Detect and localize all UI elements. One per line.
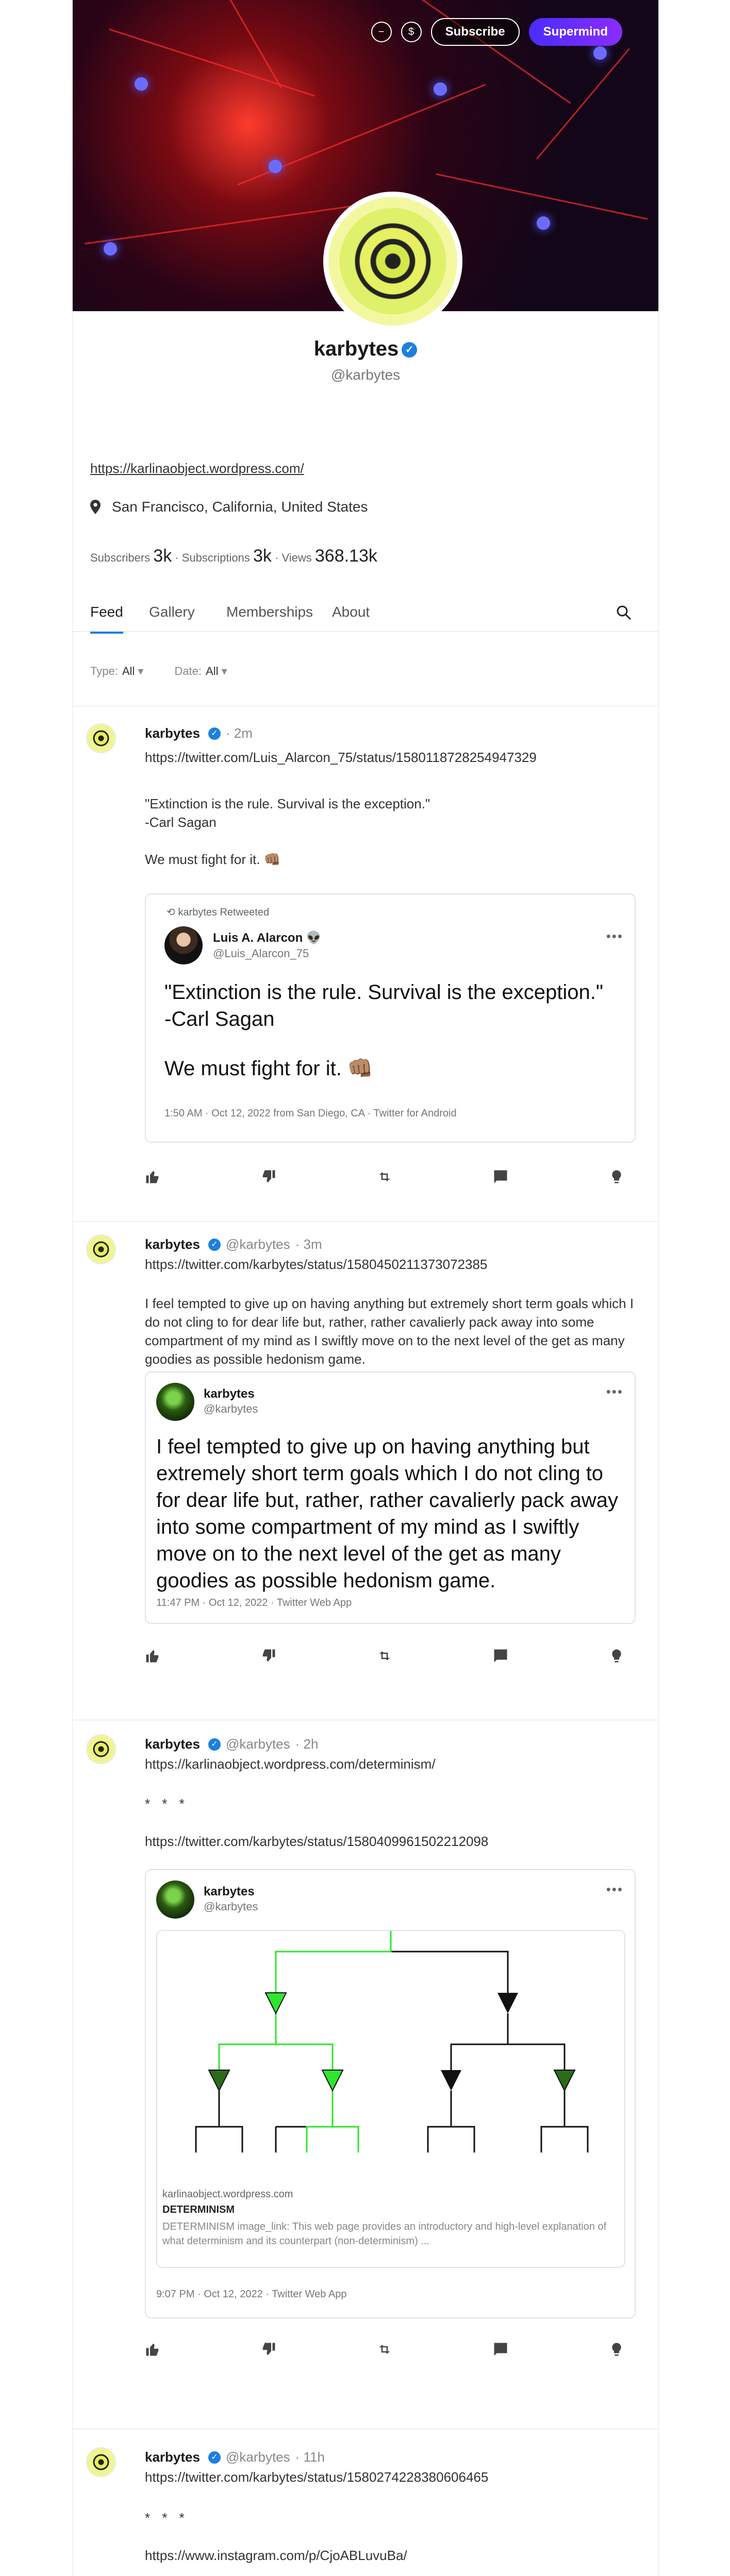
verified-badge-icon: ✓ — [208, 2451, 221, 2464]
post-text-line: -Carl Sagan — [145, 815, 217, 830]
post-time[interactable]: · 2h — [295, 1736, 319, 1752]
tweet-author-name[interactable]: Luis A. Alarcon 👽 — [213, 931, 322, 945]
comment-button[interactable] — [493, 2341, 513, 2358]
post-avatar[interactable] — [86, 1234, 116, 1264]
lightbulb-icon — [609, 1169, 624, 1184]
comment-button[interactable] — [493, 1168, 513, 1185]
comment-button[interactable] — [493, 1648, 513, 1664]
post-header — [145, 725, 253, 741]
thumbs-down-button[interactable] — [261, 2341, 281, 2358]
tweet-author-avatar[interactable] — [156, 1383, 194, 1421]
more-icon[interactable]: ••• — [606, 1882, 623, 1897]
comment-icon — [493, 2342, 508, 2357]
tweet-text-line: We must fight for it. 👊🏽 — [164, 1057, 373, 1080]
thumbs-up-button[interactable] — [145, 1168, 165, 1185]
retweet-row — [167, 906, 269, 919]
tweet-meta: 9:07 PM · Oct 12, 2022 · Twitter Web App — [156, 2289, 347, 2300]
tweet-author-handle: @Luis_Alarcon_75 — [213, 947, 309, 960]
tweet-text: I feel tempted to give up on having anything but extremely short term goals which I do not cling to for dear life but, rather, rather cavalierly pack away into some compartment of my mind as I swiftly move on to the next level of the get as many goodies as possible hedonism game. — [156, 1435, 618, 1592]
channel-handle: @karbytes — [330, 367, 401, 383]
post-actions — [145, 1168, 629, 1185]
boost-button[interactable] — [609, 1648, 629, 1664]
comment-icon — [493, 1169, 508, 1184]
website-link[interactable]: https://karlinaobject.wordpress.com/ — [90, 461, 304, 476]
comment-icon — [493, 1648, 508, 1664]
thumbs-up-icon — [145, 1169, 160, 1184]
post-header — [145, 1236, 322, 1252]
location-text: San Francisco, California, United States — [112, 499, 368, 515]
embedded-tweet-card[interactable] — [145, 893, 636, 1143]
subscriptions-count[interactable]: 3k — [253, 546, 272, 566]
separator-text: * * * — [145, 1796, 189, 1811]
feed-post — [73, 1730, 658, 2405]
more-icon[interactable]: ••• — [606, 928, 623, 944]
thumbs-up-button[interactable] — [145, 1648, 165, 1664]
post-header — [145, 2449, 325, 2465]
dollar-icon: $ — [408, 26, 414, 38]
post-link[interactable]: https://twitter.com/karbytes/status/1580274228380606465 — [145, 2469, 489, 2485]
search-icon[interactable] — [616, 605, 632, 620]
repost-icon — [377, 1169, 392, 1184]
tweet-text-line: -Carl Sagan — [164, 1008, 275, 1030]
tweet-author-name[interactable]: karbytes — [204, 1387, 255, 1401]
feed-post — [73, 2443, 658, 2576]
views-count: 368.13k — [314, 546, 377, 566]
embedded-tweet-card[interactable] — [145, 1371, 636, 1624]
link-preview-card[interactable] — [156, 1930, 625, 2268]
repost-icon — [377, 2342, 392, 2357]
post-link[interactable]: https://twitter.com/karbytes/status/1580409961502212098 — [145, 1834, 489, 1849]
channel-page — [72, 0, 659, 2576]
verified-badge-icon: ✓ — [208, 1239, 221, 1251]
thumbs-down-icon — [261, 1648, 276, 1664]
post-author-handle: @karbytes — [225, 1736, 290, 1752]
lightbulb-icon — [609, 1648, 624, 1664]
verified-badge-icon: ✓ — [402, 342, 417, 358]
thumbs-down-icon — [261, 1169, 276, 1184]
post-time[interactable]: · 2m — [225, 725, 253, 741]
subscribe-button[interactable]: Subscribe — [431, 18, 520, 46]
date-filter-value: All — [206, 665, 219, 677]
divider — [73, 1221, 658, 1222]
subscriptions-label: Subscriptions — [181, 551, 250, 564]
minus-icon: − — [378, 26, 385, 38]
tweet-meta: 1:50 AM · Oct 12, 2022 from San Diego, CA · Twitter for Android — [164, 1108, 457, 1119]
separator-text: * * * — [145, 2510, 189, 2526]
remind-button[interactable] — [377, 1648, 397, 1664]
type-filter[interactable] — [90, 665, 143, 678]
tab-memberships[interactable]: Memberships — [226, 604, 313, 620]
feed-filters — [90, 665, 227, 678]
views-label: Views — [281, 551, 312, 564]
post-avatar[interactable] — [86, 1734, 116, 1764]
preview-description: DETERMINISM image_link: This web page provides an introductory and high-level explanation of what determinism and its counterpart (non-determinism) ... — [162, 2221, 607, 2247]
thumbs-down-button[interactable] — [261, 1168, 281, 1185]
post-avatar[interactable] — [86, 2447, 116, 2477]
chevron-down-icon: ▾ — [221, 665, 227, 677]
boost-button[interactable] — [609, 2341, 629, 2358]
more-options-button[interactable] — [371, 22, 392, 42]
tab-about[interactable]: About — [332, 604, 370, 620]
tip-button[interactable] — [401, 22, 422, 42]
type-filter-label: Type: — [90, 665, 118, 677]
post-link[interactable]: https://www.instagram.com/p/CjoABLuvuBa/ — [145, 2548, 407, 2563]
post-author-name[interactable]: karbytes — [145, 1736, 200, 1752]
channel-tabs — [73, 596, 658, 632]
post-link[interactable]: https://karlinaobject.wordpress.com/determinism/ — [145, 1756, 436, 1772]
channel-name: karbytes — [313, 337, 399, 360]
location-pin-icon — [90, 500, 101, 514]
thumbs-down-button[interactable] — [261, 1648, 281, 1664]
post-text-line: "Extinction is the rule. Survival is the exception." — [145, 796, 430, 811]
lightbulb-icon — [609, 2342, 624, 2357]
thumbs-down-icon — [261, 2342, 276, 2357]
post-author-name[interactable]: karbytes — [145, 2449, 200, 2465]
retweet-icon: ⟲ — [167, 907, 175, 918]
location-row — [90, 499, 368, 515]
preview-domain: karlinaobject.wordpress.com — [162, 2189, 293, 2200]
boost-button[interactable] — [609, 1168, 629, 1185]
tab-gallery[interactable]: Gallery — [149, 604, 195, 620]
post-author-handle: @karbytes — [225, 1236, 290, 1252]
verified-badge-icon: ✓ — [208, 727, 221, 740]
tweet-author-name[interactable]: karbytes — [204, 1885, 255, 1899]
determinism-tree-image — [157, 1931, 624, 2183]
preview-title: DETERMINISM — [162, 2204, 235, 2215]
channel-name-row — [73, 337, 658, 361]
type-filter-value: All — [122, 665, 135, 677]
post-author-handle: @karbytes — [225, 2449, 290, 2465]
post-text: I feel tempted to give up on having anything but extremely short term goals which I do not cling to for dear life but, rather, rather cavalierly pack away into some compartment of my mind as I swiftly move on to the next level of the get as many goodies as possible hedonism game. — [145, 1296, 634, 1367]
post-avatar[interactable] — [86, 723, 116, 753]
post-link[interactable]: https://twitter.com/karbytes/status/1580450211373072385 — [145, 1257, 488, 1272]
post-author-name[interactable]: karbytes — [145, 1236, 200, 1252]
date-filter[interactable] — [174, 665, 227, 678]
tweet-author-handle: @karbytes — [204, 1402, 258, 1415]
post-author-name[interactable]: karbytes — [145, 725, 200, 741]
tweet-text-line: "Extinction is the rule. Survival is the exception." — [164, 981, 604, 1004]
feed-post — [73, 719, 658, 1209]
thumbs-up-icon — [145, 1648, 160, 1664]
thumbs-up-icon — [145, 2342, 160, 2357]
post-header — [145, 1736, 318, 1752]
date-filter-label: Date: — [174, 665, 202, 677]
channel-avatar[interactable] — [323, 192, 462, 331]
retweet-label: karbytes Retweeted — [178, 907, 270, 918]
repost-icon — [377, 1648, 392, 1664]
post-actions — [145, 1648, 629, 1664]
tweet-author-handle: @karbytes — [204, 1900, 258, 1913]
tweet-author-avatar[interactable] — [164, 926, 203, 964]
tweet-author-avatar[interactable] — [156, 1880, 194, 1919]
chevron-down-icon: ▾ — [138, 665, 144, 677]
channel-stats: Subscribers 3k · Subscriptions 3k · Views 368.13k — [90, 546, 377, 566]
remind-button[interactable] — [377, 2341, 397, 2358]
subscribers-count[interactable]: 3k — [153, 546, 172, 566]
thumbs-up-button[interactable] — [145, 2341, 165, 2358]
post-link[interactable]: https://twitter.com/Luis_Alarcon_75/status/1580118728254947329 — [145, 750, 537, 765]
feed-post — [73, 1230, 658, 1709]
remind-button[interactable] — [377, 1168, 397, 1185]
embedded-tweet-card[interactable] — [145, 1869, 636, 2318]
verified-badge-icon: ✓ — [208, 1738, 221, 1751]
subscribers-label: Subscribers — [90, 551, 151, 564]
post-time[interactable]: · 3m — [295, 1236, 322, 1252]
tweet-meta: 11:47 PM · Oct 12, 2022 · Twitter Web App — [156, 1597, 352, 1608]
supermind-button[interactable]: Supermind — [529, 18, 622, 46]
tab-feed[interactable]: Feed — [90, 604, 123, 620]
more-icon[interactable]: ••• — [606, 1384, 623, 1399]
post-text-line: We must fight for it. 👊🏽 — [145, 852, 281, 867]
post-time[interactable]: · 11h — [295, 2449, 325, 2465]
channel-actions — [371, 18, 622, 46]
post-actions — [145, 2341, 629, 2358]
